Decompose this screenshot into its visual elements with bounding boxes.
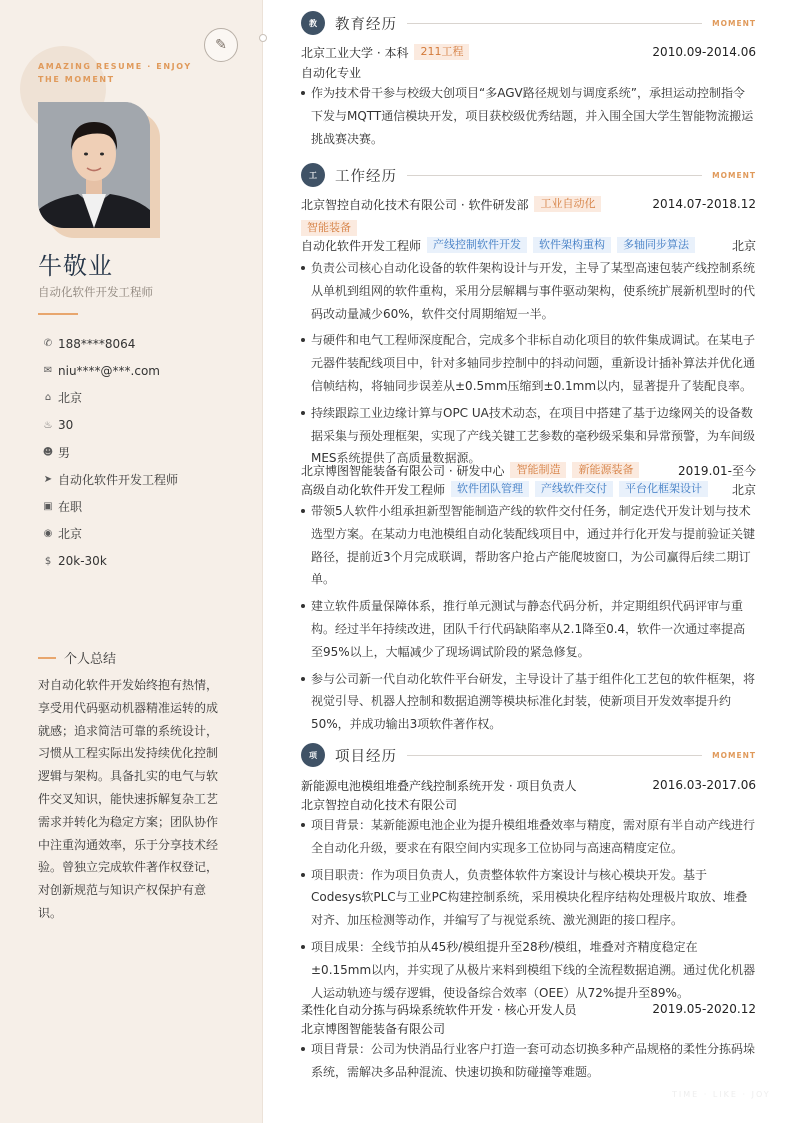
education-title: 教育经历: [335, 16, 397, 33]
project-title-row: [301, 1000, 756, 1018]
contact-info-list: [38, 330, 248, 575]
job-city: 北京: [731, 238, 756, 253]
work-badge: 工: [301, 163, 325, 187]
section-divider: [407, 23, 702, 24]
education-section-header: [301, 10, 756, 36]
info-email: ✉ niu****@***.com: [38, 357, 248, 384]
summary-accent-bar: [38, 657, 56, 659]
smile-icon: ☻: [42, 446, 54, 458]
info-salary: $ 20k-30k: [38, 548, 248, 575]
skill-tag: 软件团队管理: [451, 481, 529, 497]
briefcase-icon: ▣: [43, 501, 53, 513]
major-row: [301, 63, 756, 81]
section-divider: [407, 175, 702, 176]
projects-badge: 项: [301, 743, 325, 767]
info-age: ♨ 30: [38, 412, 248, 439]
info-status: ▣ 在职: [38, 493, 248, 520]
skill-tag: 产线软件交付: [535, 481, 613, 497]
job-position: 高级自动化软件开发工程师: [301, 482, 446, 497]
job-city: 北京: [731, 482, 756, 497]
info-target-city: ◉ 北京: [38, 520, 248, 547]
pen-icon: ✎: [204, 28, 238, 62]
industry-tag: 智能制造: [510, 462, 566, 478]
job-bullet: 参与公司新一代自动化软件平台研发，主导设计了基于组件化工艺包的软件框架，将视觉引导、机器人控制和数据追溯等模块标准化封装，使新项目开发效率提升约50%，并成功输出3项软件著作权。: [301, 668, 756, 736]
project-entry: [301, 776, 756, 1004]
info-target-role: ➤ 自动化软件开发工程师: [38, 466, 248, 493]
project-bullet: 项目背景：某新能源电池企业为提升模组堆叠效率与精度，需对原有半自动产线进行全自动化升级，要求在有限空间内实现多工位协同与高速高精度定位。: [301, 814, 756, 860]
industry-tag: 新能源装备: [572, 462, 639, 478]
divider: [38, 313, 78, 315]
location-pin-icon: ◉: [43, 528, 53, 540]
project-company-row: [301, 795, 756, 813]
education-entry: [301, 43, 756, 150]
projects-section-header: [301, 742, 756, 768]
education-date: 2010.09-2014.06: [652, 45, 756, 59]
phone-icon: ✆: [43, 338, 53, 350]
job-date: 2019.01-至今: [678, 463, 756, 478]
project-company-row: [301, 1019, 756, 1037]
education-bullet: 作为技术骨干参与校级大创项目“多AGV路径规划与调度系统”，承担运动控制指令下发与MQTT通信模块开发，项目获校级优秀结题，并入围全国大学生智能物流搬运挑战赛决赛。: [301, 82, 756, 150]
school-name: 北京工业大学 · 本科: [301, 45, 409, 60]
job-bullet: 持续跟踪工业边缘计算与OPC UA技术动态，在项目中搭建了基于边缘网关的设备数据采集与预处理框架，实现了产线关键工艺参数的毫秒级采集和异常预警，为车间级MES系统提供了高质量数据源。: [301, 402, 756, 470]
summary-text: 对自动化软件开发始终抱有热情，享受用代码驱动机器精准运转的成就感；追求简洁可靠的系统设计，习惯从工程实际出发持续优化控制逻辑与架构。具备扎实的电气与软件交叉知识，能快速拆解复杂工艺需求并转化为稳定方案；团队协作中注重沟通效率，乐于分享技术经验。曾独立完成软件著作权登记，对创新规范与知识产权保护有意识。: [38, 678, 219, 920]
projects-title: 项目经历: [335, 748, 397, 765]
industry-tag: 工业自动化: [534, 196, 601, 212]
avatar: [38, 102, 162, 238]
job-position-row: [301, 236, 756, 254]
project-name: 柔性化自动分拣与码垛系统软件开发 · 核心开发人员: [301, 1002, 577, 1017]
project-company: 北京智控自动化技术有限公司: [301, 797, 458, 812]
project-bullet: 项目职责：作为项目负责人，负责整体软件方案设计与核心模块开发。基于Codesys软PLC与工业PC构建控制系统，采用模块化程序结构处理极片取放、堆叠对齐、加压检测等动作，并编写了与视觉系统、激光测距的接口程序。: [301, 864, 756, 932]
info-phone: ✆ 188****8064: [38, 330, 248, 357]
job-company: 北京博图智能装备有限公司 · 研发中心: [301, 463, 505, 478]
job-date: 2014.07-2018.12: [652, 197, 756, 211]
project-name: 新能源电池模组堆叠产线控制系统开发 · 项目负责人: [301, 778, 577, 793]
job-company-row: [301, 461, 756, 479]
skill-tag: 产线控制软件开发: [427, 237, 527, 253]
section-en-label: MOMENT: [712, 170, 756, 180]
salary-icon: $: [44, 555, 52, 567]
candidate-role: 自动化软件开发工程师: [38, 285, 153, 299]
summary-heading: [38, 648, 116, 667]
skill-tag: 平台化框架设计: [619, 481, 708, 497]
project-entry: [301, 1000, 756, 1084]
work-title: 工作经历: [335, 168, 397, 185]
info-gender: ☻ 男: [38, 439, 248, 466]
job-company-row: [301, 195, 756, 213]
avatar-photo: [38, 102, 150, 228]
education-row: [301, 43, 756, 61]
school-tag: 211工程: [414, 44, 469, 60]
summary-title: 个人总结: [64, 652, 117, 667]
job-bullet: 与硬件和电气工程师深度配合，完成多个非标自动化项目的软件集成调试。在某电子元器件装配线项目中，针对多轴同步控制中的抖动问题，重新设计插补算法并优化通信帧结构，将轴同步误差从±0.5mm压缩到±0.1mm以内，显著提升了装配良率。: [301, 329, 756, 397]
job-bullet: 建立软件质量保障体系，推行单元测试与静态代码分析，并定期组织代码评审与重构。经过半年持续改进，团队千行代码缺陷率从2.1降至0.4，软件一次通过率提高至95%以上，大幅减少了现场调试阶段的紧急修复。: [301, 595, 756, 663]
section-en-label: MOMENT: [712, 18, 756, 28]
home-icon: ⌂: [44, 392, 52, 404]
job-bullet: 带领5人软件小组承担新型智能制造产线的软件交付任务，制定迭代开发计划与技术选型方案。在某动力电池模组自动化装配线项目中，通过并行化开发与提前验证关键路径，提前近3个月完成联调，帮助客户抢占产能爬坡窗口，为公司赢得后续二期订单。: [301, 500, 756, 591]
mail-icon: ✉: [43, 365, 53, 377]
project-date: 2019.05-2020.12: [652, 1002, 756, 1016]
job-position: 自动化软件开发工程师: [301, 238, 422, 253]
watermark: TIME · LIKE · JOY: [672, 1090, 771, 1099]
decorative-dot: [259, 34, 267, 42]
cake-icon: ♨: [43, 419, 53, 431]
job-position-row: [301, 480, 756, 498]
job-entry: [301, 461, 756, 736]
skill-tag: 多轴同步算法: [617, 237, 695, 253]
job-entry: [301, 195, 756, 470]
project-bullet: 项目成果：全线节拍从45秒/模组提升至28秒/模组，堆叠对齐精度稳定在±0.15mm以内，并实现了从极片来料到模组下线的全流程数据追溯。通过优化机器人运动轨迹与缓存逻辑，使设备综合效率（OEE）从72%提升至89%。: [301, 936, 756, 1004]
project-company: 北京博图智能装备有限公司: [301, 1021, 446, 1036]
tagline: AMAZING RESUME · ENJOY THE MOMENT: [38, 62, 192, 84]
job-bullet: 负责公司核心自动化设备的软件架构设计与开发，主导了某型高速包装产线控制系统从单机到组网的软件重构，采用分层解耦与事件驱动架构，使系统扩展新机型时的代码改动量减少60%，软件交付周期缩短一半。: [301, 257, 756, 325]
project-bullet: 项目背景：公司为快消品行业客户打造一套可动态切换多种产品规格的柔性分拣码垛系统，需解决多品种混流、快速切换和防碰撞等难题。: [301, 1038, 756, 1084]
project-title-row: [301, 776, 756, 794]
section-divider: [407, 755, 702, 756]
info-residence: ⌂ 北京: [38, 384, 248, 411]
industry-tag: 智能装备: [301, 220, 357, 236]
candidate-name: 牛敬业: [38, 252, 113, 280]
job-company: 北京智控自动化技术有限公司 · 软件研发部: [301, 197, 529, 212]
send-icon: ➤: [43, 474, 53, 486]
skill-tag: 软件架构重构: [533, 237, 611, 253]
education-badge: 教: [301, 11, 325, 35]
section-en-label: MOMENT: [712, 750, 756, 760]
sidebar: [0, 0, 263, 1123]
project-date: 2016.03-2017.06: [652, 778, 756, 792]
major: 自动化专业: [301, 65, 362, 80]
work-section-header: [301, 162, 756, 188]
